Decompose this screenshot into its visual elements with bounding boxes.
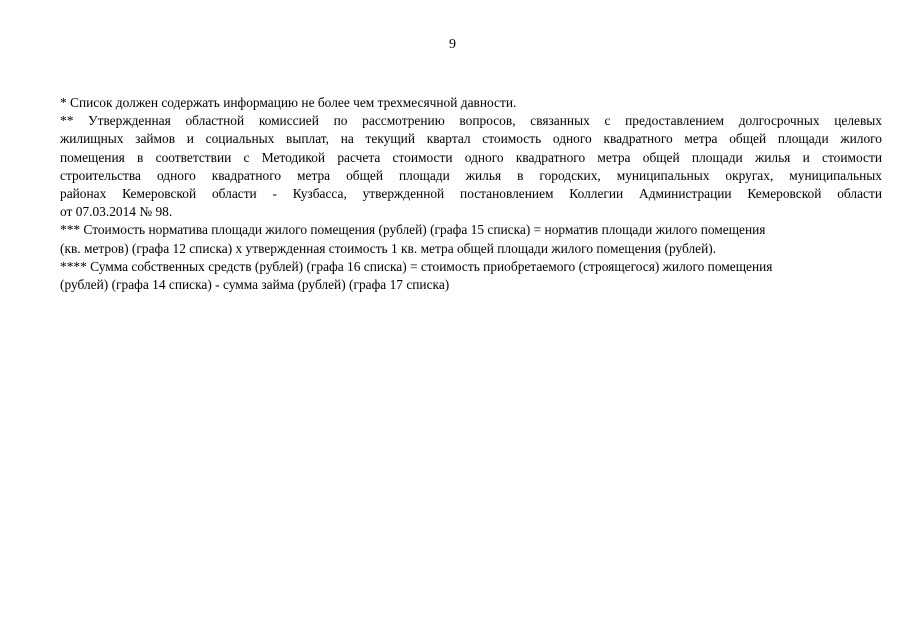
footnote-4-line-1: **** Сумма собственных средств (рублей) (графа 16 списка) = стоимость приобретаемого (строящегося) жилого помещения bbox=[60, 258, 773, 274]
footnote-4 bbox=[60, 258, 882, 294]
footnote-4-line-2: (рублей) (графа 14 списка) - сумма займа (рублей) (графа 17 списка) bbox=[60, 277, 450, 293]
footnote-3 bbox=[60, 221, 882, 257]
footnote-2 bbox=[60, 112, 882, 221]
footnote-1 bbox=[60, 94, 882, 112]
footnote-2-line-6: от 07.03.2014 № 98. bbox=[60, 204, 173, 220]
page-number: 9 bbox=[449, 37, 456, 52]
footnote-2-line-4: строительства одного квадратного метра общей площади жилья в городских, муниципальных округах, муниципальных bbox=[60, 167, 882, 183]
footnote-3-line-2: (кв. метров) (графа 12 списка) x утвержденная стоимость 1 кв. метра общей площади жилого помещения (рублей). bbox=[60, 240, 717, 256]
footnote-2-line-3: помещения в соответствии с Методикой расчета стоимости одного квадратного метра общей площади жилья и стоимости bbox=[60, 149, 882, 165]
footnote-2-line-1: ** Утвержденная областной комиссией по рассмотрению вопросов, связанных с предоставлением долгосрочных целевых bbox=[60, 113, 882, 129]
footnote-2-line-2: жилищных займов и социальных выплат, на текущий квартал стоимость одного квадратного метра общей площади жилого bbox=[60, 131, 882, 147]
footnote-3-line-1: *** Стоимость норматива площади жилого помещения (рублей) (графа 15 списка) = норматив площади жилого помещения bbox=[60, 222, 766, 238]
footnote-1-line-1: * Список должен содержать информацию не более чем трехмесячной давности. bbox=[60, 95, 517, 110]
footnote-2-line-5: районах Кемеровской области - Кузбасса, утвержденной постановлением Коллегии Администрации Кемеровской области bbox=[60, 186, 882, 202]
footnotes bbox=[60, 94, 882, 294]
